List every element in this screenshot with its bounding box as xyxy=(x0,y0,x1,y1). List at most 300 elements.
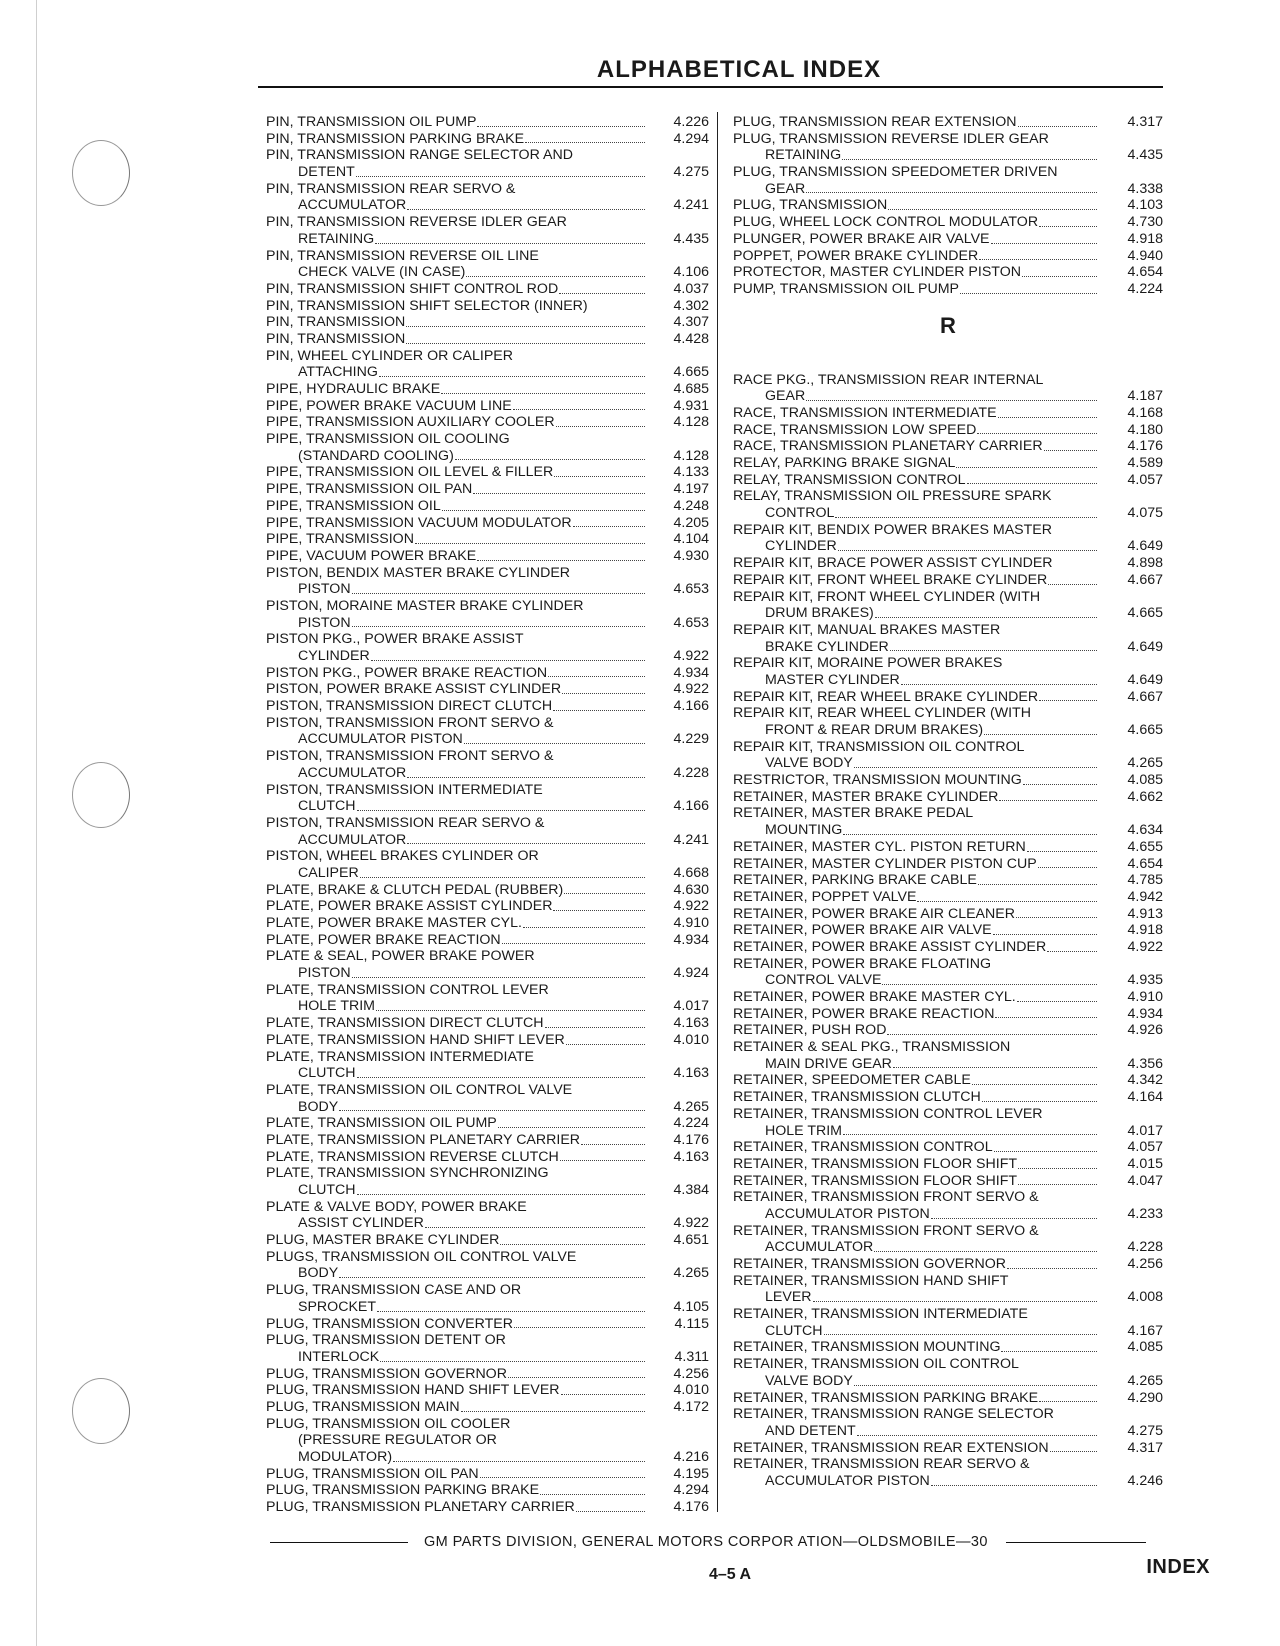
index-entry xyxy=(266,565,709,582)
index-entry-term: PLUG, TRANSMISSION CASE AND OR xyxy=(266,1282,522,1299)
index-entry xyxy=(266,1432,709,1449)
index-entry-term: RETAINER, PUSH ROD xyxy=(733,1022,887,1039)
index-entry xyxy=(266,1199,709,1216)
index-entry-page xyxy=(1103,805,1163,822)
index-entry xyxy=(266,581,709,598)
index-entry-term: PISTON, MORAINE MASTER BRAKE CYLINDER xyxy=(266,597,584,614)
dot-leader xyxy=(357,1065,645,1078)
index-entry-page: 4.685 xyxy=(673,381,709,397)
dot-leader xyxy=(573,515,645,528)
index-entry xyxy=(733,1256,1163,1273)
index-entry-term: INTERLOCK xyxy=(298,1348,380,1365)
index-entry-page xyxy=(651,848,709,865)
index-entry-page: 4.180 xyxy=(1127,421,1163,438)
dot-leader xyxy=(1039,689,1097,702)
index-entry-page: 4.924 xyxy=(673,965,709,982)
index-entry-page: 4.935 xyxy=(1127,972,1163,989)
index-entry-term: HOLE TRIM xyxy=(298,998,375,1015)
index-entry-term: REPAIR KIT, BRACE POWER ASSIST CYLINDER xyxy=(733,555,1053,572)
dot-leader xyxy=(464,731,645,744)
index-entry-term: RETAINER, TRANSMISSION PARKING BRAKE xyxy=(733,1389,1039,1406)
index-entry xyxy=(266,331,709,348)
index-entry-page: 4.195 xyxy=(673,1465,709,1482)
index-entry xyxy=(733,739,1163,756)
dot-leader xyxy=(1027,839,1097,852)
index-entry-term: PIN, WHEEL CYLINDER OR CALIPER xyxy=(266,347,514,364)
index-entry xyxy=(266,948,709,965)
index-entry xyxy=(266,1332,709,1349)
dot-leader xyxy=(806,388,1097,401)
index-entry-page xyxy=(651,815,709,832)
index-entry-term: RACE, TRANSMISSION INTERMEDIATE xyxy=(733,404,997,421)
index-entry-page: 4.047 xyxy=(1127,1172,1163,1189)
index-entry-term: PIN, TRANSMISSION PARKING BRAKE xyxy=(266,130,525,147)
index-entry xyxy=(733,672,1163,689)
index-entry-term: ACCUMULATOR xyxy=(298,831,407,848)
index-entry xyxy=(733,164,1163,181)
dot-leader xyxy=(806,181,1097,194)
column-divider xyxy=(717,112,718,1512)
footer-credit xyxy=(270,1534,1170,1550)
index-entry-page: 4.665 xyxy=(1127,722,1163,738)
dot-leader xyxy=(477,548,645,561)
index-entry xyxy=(733,1139,1163,1156)
index-entry-term: RETAINER, POWER BRAKE REACTION xyxy=(733,1005,995,1022)
index-entry-page: 4.037 xyxy=(673,280,709,297)
dot-leader xyxy=(1016,906,1097,919)
index-entry-term: PISTON xyxy=(298,965,351,982)
index-entry-page: 4.241 xyxy=(673,831,709,848)
dot-leader xyxy=(502,932,645,945)
index-entry xyxy=(266,915,709,932)
index-entry-page: 4.655 xyxy=(1127,838,1163,855)
dot-leader xyxy=(545,1015,646,1028)
index-entry xyxy=(266,1382,709,1399)
index-entry-term: PIN, TRANSMISSION RANGE SELECTOR AND xyxy=(266,147,573,164)
dot-leader xyxy=(882,972,1097,985)
index-entry xyxy=(266,631,709,648)
index-entry xyxy=(733,922,1163,939)
index-entry-page: 4.216 xyxy=(673,1449,709,1465)
index-entry-term: RETAINER, TRANSMISSION REAR SERVO & xyxy=(733,1456,1030,1473)
index-entry-page: 4.649 xyxy=(1127,638,1163,655)
index-entry xyxy=(266,648,709,665)
dot-leader xyxy=(461,1399,645,1412)
dot-leader xyxy=(917,889,1097,902)
leader-spacer xyxy=(1024,739,1103,756)
index-entry-term: RETAINER, TRANSMISSION MOUNTING xyxy=(733,1339,1001,1356)
dot-leader xyxy=(972,1072,1097,1085)
index-entry-term: RETAINER, TRANSMISSION REAR EXTENSION xyxy=(733,1439,1049,1456)
index-entry xyxy=(733,538,1163,555)
index-entry-page: 4.290 xyxy=(1127,1389,1163,1406)
index-entry-page: 4.307 xyxy=(673,314,709,331)
index-entry-page xyxy=(651,1332,709,1349)
index-entry-term: PLUGS, TRANSMISSION OIL CONTROL VALVE xyxy=(266,1248,577,1265)
index-entry-term: CLUTCH xyxy=(298,1065,356,1082)
index-entry-page: 4.435 xyxy=(1127,147,1163,164)
index-entry-page: 4.256 xyxy=(1127,1256,1163,1272)
index-entry-page: 4.338 xyxy=(1127,180,1163,197)
index-entry-term: RETAINER, TRANSMISSION FLOOR SHIFT xyxy=(733,1155,1018,1172)
dot-leader xyxy=(473,481,645,494)
index-entry xyxy=(266,515,709,532)
leader-spacer xyxy=(1058,164,1103,181)
index-entry xyxy=(733,906,1163,923)
index-entry-term: PIPE, TRANSMISSION AUXILIARY COOLER xyxy=(266,414,555,431)
index-entry-page: 4.133 xyxy=(673,464,709,481)
index-entry xyxy=(733,248,1163,265)
dot-leader xyxy=(562,681,645,694)
dot-leader xyxy=(857,1423,1097,1436)
index-entry xyxy=(733,214,1163,231)
index-entry-page: 4.010 xyxy=(673,1031,709,1048)
index-entry-page: 4.164 xyxy=(1127,1089,1163,1106)
index-entry-term: ACCUMULATOR PISTON xyxy=(765,1472,930,1489)
index-entry xyxy=(733,872,1163,889)
dot-leader xyxy=(560,1149,645,1162)
index-entry xyxy=(733,1173,1163,1190)
index-entry-term: CLUTCH xyxy=(298,1182,356,1198)
index-entry-term: RETAINER, POPPET VALVE xyxy=(733,888,917,905)
index-entry-term: REPAIR KIT, REAR WHEEL BRAKE CYLINDER xyxy=(733,688,1039,705)
index-entry xyxy=(266,131,709,148)
index-entry xyxy=(733,722,1163,739)
index-entry xyxy=(266,748,709,765)
index-entry-page: 4.931 xyxy=(673,397,709,414)
dot-leader xyxy=(998,405,1097,418)
index-entry xyxy=(733,197,1163,214)
dot-leader xyxy=(982,1089,1097,1102)
leader-spacer xyxy=(1039,1189,1103,1206)
index-entry xyxy=(266,1265,709,1282)
index-entry xyxy=(266,1115,709,1132)
leader-spacer xyxy=(510,431,651,448)
index-entry-term: FRONT & REAR DRUM BRAKES) xyxy=(765,722,984,738)
dot-leader xyxy=(425,1215,645,1228)
index-entry-term: RETAINER & SEAL PKG., TRANSMISSION xyxy=(733,1039,1011,1056)
index-entry-page: 4.166 xyxy=(673,798,709,815)
index-entry-page: 4.115 xyxy=(674,1315,709,1332)
index-entry-page xyxy=(1103,1456,1163,1473)
index-entry-page xyxy=(1103,1273,1163,1290)
index-entry-term: PISTON, TRANSMISSION FRONT SERVO & xyxy=(266,714,554,731)
index-entry-page: 4.163 xyxy=(673,1015,709,1032)
dot-leader xyxy=(887,1022,1097,1035)
index-entry xyxy=(733,1440,1163,1457)
index-entry xyxy=(266,398,709,415)
dot-leader xyxy=(554,464,645,477)
index-entry-page xyxy=(651,1049,709,1066)
index-entry-page: 4.942 xyxy=(1127,888,1163,905)
index-entry-term: RETAINER, MASTER BRAKE PEDAL xyxy=(733,805,974,822)
index-entry xyxy=(266,231,709,248)
leader-spacer xyxy=(553,748,651,765)
index-entry-term: PLUG, TRANSMISSION OIL COOLER xyxy=(266,1415,511,1432)
index-entry-page: 4.667 xyxy=(1127,688,1163,705)
index-entry-term: PLATE, TRANSMISSION HAND SHIFT LEVER xyxy=(266,1031,565,1048)
index-entry xyxy=(266,248,709,265)
dot-leader xyxy=(339,1265,645,1278)
index-entry xyxy=(266,281,709,298)
index-entry-term: SPROCKET xyxy=(298,1298,377,1315)
index-entry xyxy=(733,1089,1163,1106)
index-entry-term: CONTROL xyxy=(765,505,835,522)
index-entry-page: 4.294 xyxy=(673,130,709,147)
index-entry-page: 4.922 xyxy=(1127,938,1163,955)
index-entry-term: MAIN DRIVE GEAR xyxy=(765,1055,892,1072)
index-entry-term: PLATE, TRANSMISSION REVERSE CLUTCH xyxy=(266,1148,559,1165)
index-entry-page: 4.015 xyxy=(1127,1155,1163,1172)
index-entry xyxy=(266,1182,709,1199)
page-title: ALPHABETICAL INDEX xyxy=(596,56,882,83)
index-entry xyxy=(266,1299,709,1316)
index-entry-term: PLATE & SEAL, POWER BRAKE POWER xyxy=(266,948,535,965)
index-entry-term: DRUM BRAKES) xyxy=(765,605,874,622)
index-entry xyxy=(266,364,709,381)
index-entry xyxy=(266,548,709,565)
index-entry xyxy=(266,1049,709,1066)
index-entry xyxy=(266,798,709,815)
index-entry xyxy=(733,1156,1163,1173)
index-entry xyxy=(733,639,1163,656)
index-entry-page: 4.667 xyxy=(1127,571,1163,588)
index-entry-page: 4.653 xyxy=(673,581,709,598)
dot-leader xyxy=(500,1232,645,1245)
index-entry-term: POPPET, POWER BRAKE CYLINDER xyxy=(733,247,979,264)
index-entry-page xyxy=(1103,522,1163,539)
leader-spacer xyxy=(513,348,651,365)
index-entry-page: 4.205 xyxy=(673,514,709,531)
index-entry-page: 4.662 xyxy=(1127,788,1163,805)
leader-spacer xyxy=(973,805,1103,822)
dot-leader xyxy=(352,581,645,594)
index-entry-term: RETAINER, PARKING BRAKE CABLE xyxy=(733,872,977,889)
index-entry-term: PIPE, TRANSMISSION VACUUM MODULATOR xyxy=(266,514,572,531)
index-entry-term: AND DETENT xyxy=(765,1422,856,1439)
index-entry-term: RETAINER, TRANSMISSION HAND SHIFT xyxy=(733,1272,1009,1289)
index-entry-page xyxy=(1103,1223,1163,1240)
index-entry-page: 4.166 xyxy=(673,698,709,715)
dot-leader xyxy=(339,1099,645,1112)
index-entry xyxy=(733,705,1163,722)
leader-spacer xyxy=(567,214,651,231)
index-entry-term: PLUG, TRANSMISSION PARKING BRAKE xyxy=(266,1482,540,1499)
index-entry xyxy=(733,1189,1163,1206)
index-entry-term: MODULATOR) xyxy=(298,1449,393,1465)
index-entry-page: 4.317 xyxy=(1127,114,1163,130)
index-entry-page: 4.634 xyxy=(1127,822,1163,839)
title-rule xyxy=(258,86,1163,88)
index-entry-term: PIN, TRANSMISSION REAR SERVO & xyxy=(266,180,516,197)
index-entry xyxy=(266,1215,709,1232)
index-entry xyxy=(733,989,1163,1006)
index-entry xyxy=(266,481,709,498)
index-entry-term: REPAIR KIT, FRONT WHEEL BRAKE CYLINDER xyxy=(733,571,1048,588)
leader-spacer xyxy=(991,956,1103,973)
index-entry-page: 4.926 xyxy=(1127,1022,1163,1039)
index-entry-term: PLUG, TRANSMISSION GOVERNOR xyxy=(266,1365,507,1382)
index-entry-term: PIPE, TRANSMISSION OIL COOLING xyxy=(266,431,510,448)
dot-leader xyxy=(415,531,645,544)
dot-leader xyxy=(842,147,1097,160)
index-entry-page xyxy=(1103,164,1163,181)
index-entry xyxy=(733,805,1163,822)
index-entry-term: PISTON, POWER BRAKE ASSIST CYLINDER xyxy=(266,681,562,698)
index-entry xyxy=(266,1032,709,1049)
index-entry-term: RETAINING xyxy=(765,147,842,164)
index-entry xyxy=(266,381,709,398)
leader-spacer xyxy=(1002,655,1103,672)
index-entry-term: RETAINER, MASTER CYL. PISTON RETURN xyxy=(733,838,1026,855)
index-entry-term: CHECK VALVE (IN CASE) xyxy=(298,264,466,281)
index-entry-page: 4.384 xyxy=(673,1182,709,1198)
index-entry-term: PIN, TRANSMISSION SHIFT SELECTOR (INNER) xyxy=(266,297,588,314)
index-entry-page: 4.668 xyxy=(673,864,709,881)
index-entry-page xyxy=(1103,956,1163,973)
index-entry-page: 4.435 xyxy=(673,230,709,247)
index-entry-page: 4.589 xyxy=(1127,455,1163,471)
index-entry-term: PIPE, TRANSMISSION OIL LEVEL & FILLER xyxy=(266,464,554,481)
dot-leader xyxy=(442,498,645,511)
footer-rule-left xyxy=(270,1542,408,1543)
dot-leader xyxy=(994,1139,1097,1152)
leader-spacer xyxy=(1031,705,1103,722)
index-entry-page: 4.163 xyxy=(673,1065,709,1082)
index-entry-term: RESTRICTOR, TRANSMISSION MOUNTING xyxy=(733,772,1022,789)
dot-leader xyxy=(931,1473,1097,1486)
leader-spacer xyxy=(539,848,651,865)
index-entry xyxy=(733,505,1163,522)
index-entry xyxy=(266,1366,709,1383)
index-entry-page: 4.224 xyxy=(1127,280,1163,297)
index-entry-page: 4.649 xyxy=(1127,538,1163,555)
leader-spacer xyxy=(548,1165,651,1182)
index-entry xyxy=(733,605,1163,622)
index-entry xyxy=(733,472,1163,489)
index-entry xyxy=(266,848,709,865)
index-entry-page: 4.275 xyxy=(1127,1422,1163,1439)
dot-leader xyxy=(566,1032,645,1045)
index-entry xyxy=(266,1249,709,1266)
index-entry-term: PLATE, BRAKE & CLUTCH PEDAL (RUBBER) xyxy=(266,881,564,898)
index-entry-page: 4.265 xyxy=(1127,1372,1163,1389)
index-entry-term: BODY xyxy=(298,1265,339,1282)
index-entry xyxy=(733,1273,1163,1290)
index-entry-page: 4.075 xyxy=(1127,505,1163,522)
leader-spacer xyxy=(543,782,651,799)
index-entry xyxy=(266,1099,709,1116)
dot-leader xyxy=(407,832,645,845)
dot-leader xyxy=(1047,939,1097,952)
dot-leader xyxy=(514,1316,645,1329)
index-entry-term: MOUNTING xyxy=(765,822,843,839)
leader-spacer xyxy=(535,948,651,965)
index-entry-page xyxy=(651,782,709,799)
leader-spacer xyxy=(1049,131,1103,148)
index-entry xyxy=(266,431,709,448)
index-entry xyxy=(266,965,709,982)
index-entry-term: VALVE BODY xyxy=(765,1372,853,1389)
index-entry xyxy=(733,372,1163,389)
index-entry-term: RETAINING xyxy=(298,230,375,247)
index-entry-term: (PRESSURE REGULATOR OR xyxy=(298,1432,497,1449)
index-entry-term: PISTON, TRANSMISSION FRONT SERVO & xyxy=(266,748,554,765)
dot-leader xyxy=(513,398,645,411)
dot-leader xyxy=(455,448,645,461)
dot-leader xyxy=(888,197,1097,210)
leader-spacer xyxy=(1052,488,1103,505)
dot-leader xyxy=(525,131,645,144)
index-entry-term: PLUG, TRANSMISSION HAND SHIFT LEVER xyxy=(266,1382,560,1399)
index-entry xyxy=(733,655,1163,672)
dot-leader xyxy=(581,1132,645,1145)
index-entry-term: CYLINDER xyxy=(298,648,370,664)
index-entry-page xyxy=(651,431,709,448)
index-entry-page: 4.265 xyxy=(673,1098,709,1115)
index-entry-term: PISTON PKG., POWER BRAKE REACTION xyxy=(266,664,548,681)
index-entry-term: (STANDARD COOLING) xyxy=(298,447,454,464)
index-entry-term: PISTON xyxy=(298,614,351,631)
index-entry-page: 4.934 xyxy=(673,664,709,681)
dot-leader xyxy=(835,505,1097,518)
index-column-right xyxy=(733,114,1163,1490)
leader-spacer xyxy=(1008,1273,1103,1290)
dot-leader xyxy=(1007,1256,1097,1269)
page-number: 4–5 A xyxy=(708,1566,752,1583)
index-entry-term: PLATE, TRANSMISSION CONTROL LEVER xyxy=(266,981,549,998)
index-entry-term: RETAINER, SPEEDOMETER CABLE xyxy=(733,1072,971,1089)
index-entry-page: 4.654 xyxy=(1127,855,1163,872)
index-entry-page xyxy=(651,748,709,765)
dot-leader xyxy=(406,314,645,327)
index-entry-term: PIPE, TRANSMISSION OIL xyxy=(266,497,441,514)
index-entry-page: 4.898 xyxy=(1127,555,1163,572)
index-entry xyxy=(266,114,709,131)
leader-spacer xyxy=(1043,372,1103,389)
index-entry-page: 4.197 xyxy=(673,481,709,498)
index-entry-term: VALVE BODY xyxy=(765,755,853,772)
index-entry xyxy=(266,214,709,231)
binder-hole xyxy=(72,1378,130,1444)
index-entry xyxy=(266,715,709,732)
index-entry-page: 4.057 xyxy=(1127,1139,1163,1156)
dot-leader xyxy=(984,722,1097,735)
index-entry xyxy=(266,414,709,431)
index-entry xyxy=(733,1022,1163,1039)
index-entry-page xyxy=(1103,372,1163,389)
dot-leader xyxy=(352,615,645,628)
index-entry-term: PIPE, TRANSMISSION xyxy=(266,531,414,548)
index-entry-page: 4.167 xyxy=(1127,1322,1163,1339)
dot-leader xyxy=(1050,1440,1097,1453)
index-entry xyxy=(733,622,1163,639)
index-entry xyxy=(733,1406,1163,1423)
index-entry xyxy=(266,882,709,899)
dot-leader xyxy=(1018,1156,1097,1169)
index-entry-term: GEAR xyxy=(765,180,806,197)
index-entry xyxy=(733,589,1163,606)
dot-leader xyxy=(1001,1339,1097,1352)
leader-spacer xyxy=(1054,1406,1103,1423)
dot-leader xyxy=(466,264,645,277)
dot-leader xyxy=(1039,214,1097,227)
index-entry xyxy=(266,665,709,682)
index-entry-page: 4.226 xyxy=(673,114,709,130)
index-entry-term: PLUG, MASTER BRAKE CYLINDER xyxy=(266,1232,500,1249)
index-entry-page: 4.172 xyxy=(673,1398,709,1415)
dot-leader xyxy=(993,922,1097,935)
